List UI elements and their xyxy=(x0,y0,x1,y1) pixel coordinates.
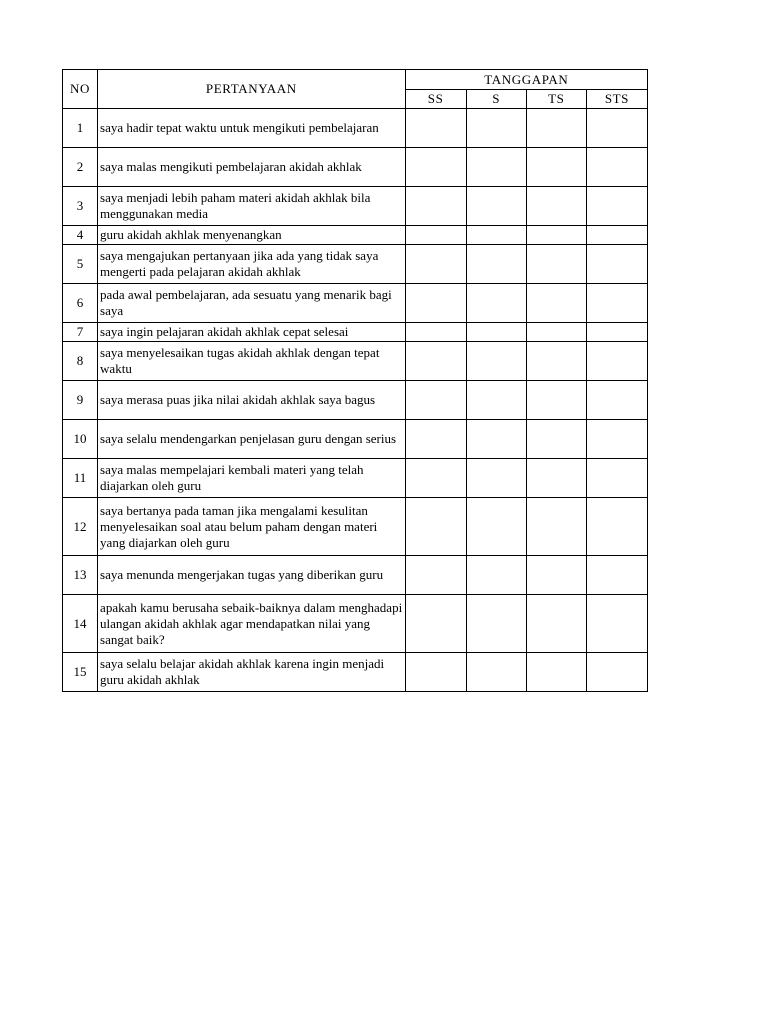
response-cell-ts[interactable] xyxy=(526,323,586,342)
question-text: saya hadir tepat waktu untuk mengikuti pembelajaran xyxy=(98,109,406,148)
response-cell-ss[interactable] xyxy=(405,459,466,498)
question-text: saya mengajukan pertanyaan jika ada yang tidak saya mengerti pada pelajaran akidah akhlak xyxy=(98,245,406,284)
response-cell-sts[interactable] xyxy=(586,109,647,148)
question-text: saya merasa puas jika nilai akidah akhlak saya bagus xyxy=(98,381,406,420)
question-text: saya ingin pelajaran akidah akhlak cepat selesai xyxy=(98,323,406,342)
row-number: 8 xyxy=(63,342,98,381)
response-cell-ss[interactable] xyxy=(405,342,466,381)
response-cell-ss[interactable] xyxy=(405,595,466,653)
response-cell-sts[interactable] xyxy=(586,342,647,381)
header-pertanyaan: PERTANYAAN xyxy=(98,70,406,109)
response-cell-ss[interactable] xyxy=(405,653,466,692)
response-cell-ts[interactable] xyxy=(526,556,586,595)
response-cell-ts[interactable] xyxy=(526,148,586,187)
response-cell-s[interactable] xyxy=(466,323,526,342)
response-cell-s[interactable] xyxy=(466,459,526,498)
response-cell-sts[interactable] xyxy=(586,381,647,420)
response-cell-sts[interactable] xyxy=(586,653,647,692)
question-text: saya malas mempelajari kembali materi yang telah diajarkan oleh guru xyxy=(98,459,406,498)
response-cell-ts[interactable] xyxy=(526,187,586,226)
table-row xyxy=(63,556,648,595)
table-row xyxy=(63,420,648,459)
row-number: 15 xyxy=(63,653,98,692)
row-number: 12 xyxy=(63,498,98,556)
response-cell-sts[interactable] xyxy=(586,284,647,323)
response-cell-ts[interactable] xyxy=(526,653,586,692)
table-row xyxy=(63,653,648,692)
response-cell-ss[interactable] xyxy=(405,420,466,459)
response-cell-sts[interactable] xyxy=(586,187,647,226)
response-cell-ts[interactable] xyxy=(526,420,586,459)
question-text: saya bertanya pada taman jika mengalami kesulitan menyelesaikan soal atau belum paham dengan materi yang diajarkan oleh guru xyxy=(98,498,406,556)
response-cell-s[interactable] xyxy=(466,226,526,245)
response-cell-ts[interactable] xyxy=(526,498,586,556)
response-cell-ts[interactable] xyxy=(526,109,586,148)
response-cell-s[interactable] xyxy=(466,595,526,653)
question-text: apakah kamu berusaha sebaik-baiknya dalam menghadapi ulangan akidah akhlak agar mendapatkan nilai yang sangat baik? xyxy=(98,595,406,653)
response-cell-s[interactable] xyxy=(466,245,526,284)
response-cell-sts[interactable] xyxy=(586,595,647,653)
response-cell-s[interactable] xyxy=(466,284,526,323)
table-body xyxy=(63,109,648,692)
table-row xyxy=(63,226,648,245)
response-cell-ts[interactable] xyxy=(526,284,586,323)
response-cell-s[interactable] xyxy=(466,342,526,381)
table-row xyxy=(63,498,648,556)
row-number: 6 xyxy=(63,284,98,323)
questionnaire-table xyxy=(62,69,648,692)
response-cell-ts[interactable] xyxy=(526,342,586,381)
table-row xyxy=(63,245,648,284)
response-cell-s[interactable] xyxy=(466,148,526,187)
response-cell-s[interactable] xyxy=(466,420,526,459)
row-number: 3 xyxy=(63,187,98,226)
response-cell-ss[interactable] xyxy=(405,284,466,323)
response-cell-sts[interactable] xyxy=(586,556,647,595)
row-number: 10 xyxy=(63,420,98,459)
header-tanggapan: TANGGAPAN xyxy=(405,70,647,90)
row-number: 7 xyxy=(63,323,98,342)
table-row xyxy=(63,284,648,323)
response-cell-sts[interactable] xyxy=(586,420,647,459)
row-number: 1 xyxy=(63,109,98,148)
row-number: 13 xyxy=(63,556,98,595)
row-number: 9 xyxy=(63,381,98,420)
header-option-sts: STS xyxy=(586,90,647,109)
question-text: pada awal pembelajaran, ada sesuatu yang menarik bagi saya xyxy=(98,284,406,323)
question-text: saya menunda mengerjakan tugas yang diberikan guru xyxy=(98,556,406,595)
response-cell-s[interactable] xyxy=(466,187,526,226)
response-cell-s[interactable] xyxy=(466,498,526,556)
table-row xyxy=(63,148,648,187)
row-number: 14 xyxy=(63,595,98,653)
response-cell-ss[interactable] xyxy=(405,148,466,187)
question-text: saya menjadi lebih paham materi akidah akhlak bila menggunakan media xyxy=(98,187,406,226)
response-cell-ts[interactable] xyxy=(526,595,586,653)
table-row xyxy=(63,109,648,148)
response-cell-ss[interactable] xyxy=(405,556,466,595)
question-text: saya selalu mendengarkan penjelasan guru dengan serius xyxy=(98,420,406,459)
header-option-s: S xyxy=(466,90,526,109)
table-row xyxy=(63,323,648,342)
table-row xyxy=(63,459,648,498)
table-header xyxy=(63,70,648,109)
response-cell-s[interactable] xyxy=(466,556,526,595)
row-number: 2 xyxy=(63,148,98,187)
header-option-ts: TS xyxy=(526,90,586,109)
question-text: saya selalu belajar akidah akhlak karena ingin menjadi guru akidah akhlak xyxy=(98,653,406,692)
response-cell-ts[interactable] xyxy=(526,381,586,420)
table-row xyxy=(63,381,648,420)
response-cell-sts[interactable] xyxy=(586,245,647,284)
response-cell-ss[interactable] xyxy=(405,381,466,420)
response-cell-ts[interactable] xyxy=(526,459,586,498)
response-cell-sts[interactable] xyxy=(586,498,647,556)
question-text: saya malas mengikuti pembelajaran akidah akhlak xyxy=(98,148,406,187)
response-cell-ts[interactable] xyxy=(526,226,586,245)
question-text: saya menyelesaikan tugas akidah akhlak dengan tepat waktu xyxy=(98,342,406,381)
response-cell-sts[interactable] xyxy=(586,148,647,187)
response-cell-ts[interactable] xyxy=(526,245,586,284)
question-text: guru akidah akhlak menyenangkan xyxy=(98,226,406,245)
header-no: NO xyxy=(63,70,98,109)
response-cell-s[interactable] xyxy=(466,381,526,420)
response-cell-ss[interactable] xyxy=(405,187,466,226)
response-cell-ss[interactable] xyxy=(405,109,466,148)
row-number: 11 xyxy=(63,459,98,498)
table-row xyxy=(63,187,648,226)
response-cell-ss[interactable] xyxy=(405,323,466,342)
response-cell-ss[interactable] xyxy=(405,245,466,284)
response-cell-sts[interactable] xyxy=(586,323,647,342)
header-option-ss: SS xyxy=(405,90,466,109)
table-row xyxy=(63,342,648,381)
response-cell-s[interactable] xyxy=(466,653,526,692)
response-cell-sts[interactable] xyxy=(586,459,647,498)
response-cell-ss[interactable] xyxy=(405,498,466,556)
row-number: 5 xyxy=(63,245,98,284)
response-cell-s[interactable] xyxy=(466,109,526,148)
response-cell-ss[interactable] xyxy=(405,226,466,245)
response-cell-sts[interactable] xyxy=(586,226,647,245)
row-number: 4 xyxy=(63,226,98,245)
table-row xyxy=(63,595,648,653)
